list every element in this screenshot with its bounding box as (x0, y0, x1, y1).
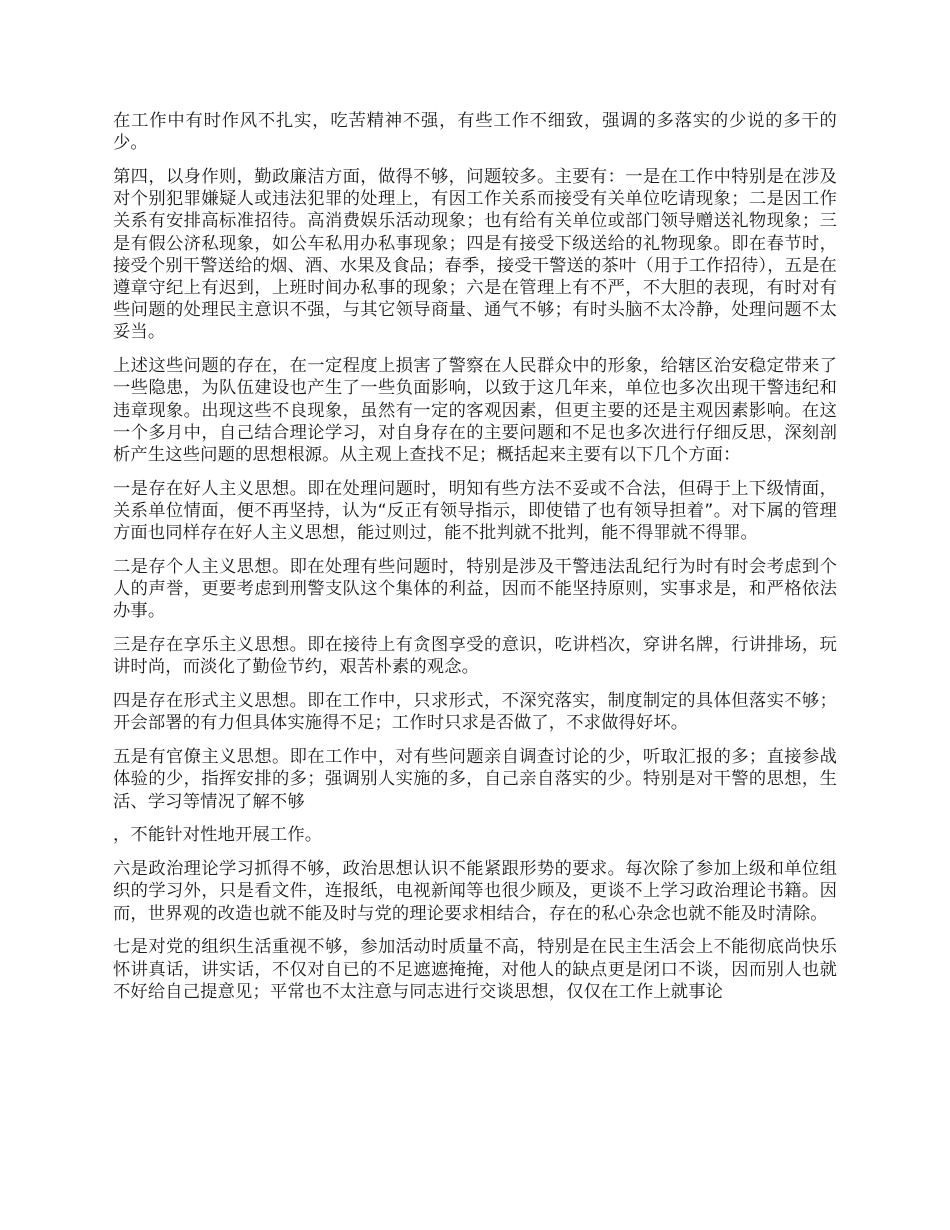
paragraph-5: 二是存个人主义思想。即在处理有些问题时，特别是涉及干警违法乱纪行为时有时会考虑到个人的声誉，更要考虑到刑警支队这个集体的利益，因而不能坚持原则，实事求是，和严格依法办事。 (113, 557, 837, 622)
paragraph-9: ，不能针对性地开展工作。 (113, 825, 323, 846)
paragraph-7: 四是存在形式主义思想。即在工作中，只求形式，不深究落实，制度制定的具体但落实不够；开会部署的有力但具体实施得不足；工作时只求是否做了，不求做得好坏。 (113, 691, 837, 734)
paragraph-4: 一是存在好人主义思想。即在处理问题时，明知有些方法不妥或不合法，但碍于上下级情面，关系单位情面，便不再坚持，认为“反正有领导指示，即使错了也有领导担着”。对下属的管理方面也同样存在好人主义思想，能过则过，能不批判就不批判，能不得罪就不得罪。 (113, 478, 837, 544)
paragraph-1: 在工作中有时作风不扎实，吃苦精神不强，有些工作不细致，强调的多落实的少说的多干的少。 (113, 111, 837, 154)
paragraph-3: 上述这些问题的存在，在一定程度上损害了警察在人民群众中的形象，给辖区治安稳定带来了一些隐患，为队伍建设也产生了一些负面影响，以致于这几年来，单位也多次出现干警违纪和违章现象。出现这些不良现象，虽然有一定的客观因素，但更主要的还是主观因素影响。在这一个多月中，自己结合理论学习，对自身存在的主要问题和不足也多次进行仔细反思，深刻剖析产生这些问题的思想根源。从主观上查找不足；概括起来主要有以下几个方面： (113, 356, 837, 466)
paragraph-8: 五是有官僚主义思想。即在工作中，对有些问题亲自调查讨论的少，听取汇报的多；直接参战体验的少，指挥安排的多；强调别人实施的多，自己亲自落实的少。特别是对干警的思想，生活、学习等情况了解不够 (113, 747, 837, 812)
paragraph-11: 七是对党的组织生活重视不够，参加活动时质量不高，特别是在民主生活会上不能彻底尚快乐怀讲真话，讲实话，不仅对自已的不足遮遮掩掩，对他人的缺点更是闭口不谈，因而别人也就不好给自己提意见；平常也不太注意与同志进行交谈思想，仅仅在工作上就事论 (113, 937, 837, 1002)
paragraph-2: 第四，以身作则，勤政廉洁方面，做得不够，问题较多。主要有：一是在工作中特别是在涉及对个别犯罪嫌疑人或违法犯罪的处理上，有因工作关系而接受有关单位吃请现象；二是因工作关系有安排高标准招待。高消费娱乐活动现象；也有给有关单位或部门领导赠送礼物现象；三是有假公济私现象，如公车私用办私事现象；四是有接受下级送给的礼物现象。即在春节时，接受个别干警送给的烟、酒、水果及食品；春季，接受干警送的茶叶（用于工作招待），五是在遵章守纪上有迟到，上班时间办私事的现象；六是在管理上有不严，不大胆的表现，有时对有些问题的处理民主意识不强，与其它领导商量、通气不够；有时头脑不太冷静，处理问题不太妥当。 (113, 167, 837, 343)
paragraph-10: 六是政治理论学习抓得不够，政治思想认识不能紧跟形势的要求。每次除了参加上级和单位组织的学习外，只是看文件，连报纸，电视新闻等也很少顾及，更谈不上学习政治理论书籍。因而，世界观的改造也就不能及时与党的理论要求相结合，存在的私心杂念也就不能及时清除。 (113, 859, 837, 924)
document-body (113, 110, 837, 1015)
paragraph-6: 三是存在享乐主义思想。即在接待上有贪图享受的意识，吃讲档次，穿讲名牌，行讲排场，玩讲时尚，而淡化了勤俭节约，艰苦朴素的观念。 (113, 635, 837, 678)
